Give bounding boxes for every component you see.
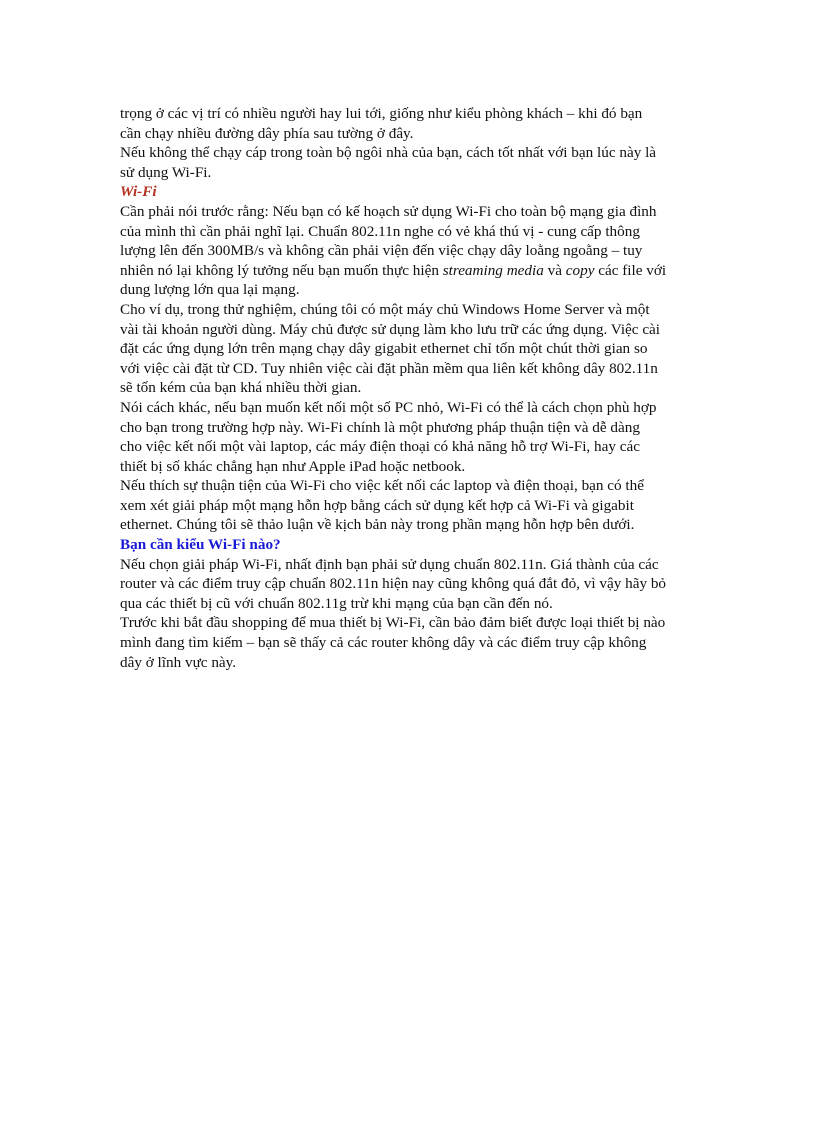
text-segment: nhiên nó lại không lý tưởng nếu bạn muốn thực hiện <box>120 261 443 279</box>
text-line: dung lượng lớn qua lại mạng. <box>120 281 300 299</box>
text-line: Cho ví dụ, trong thử nghiệm, chúng tôi có một máy chủ Windows Home Server và một <box>120 300 650 318</box>
intro-paragraph-1 <box>120 104 710 143</box>
text-line: lượng lên đến 300MB/s và không cần phải viện đến việc chạy dây loằng ngoằng – tuy <box>120 242 643 260</box>
text-segment: và <box>543 261 566 279</box>
text-line: Cần phải nói trước rằng: Nếu bạn có kế hoạch sử dụng Wi-Fi cho toàn bộ mạng gia đình <box>120 202 657 220</box>
text-line <box>120 261 710 281</box>
text-line: qua các thiết bị cũ với chuẩn 802.11g trừ khi mạng của bạn cần đến nó. <box>120 594 553 612</box>
text-segment: các file với <box>594 261 667 279</box>
section-heading-wifi: Wi-Fi <box>120 183 157 201</box>
text-line: Trước khi bắt đầu shopping để mua thiết bị Wi-Fi, cần bảo đảm biết được loại thiết bị nào <box>120 614 666 632</box>
text-line: cho bạn trong trường hợp này. Wi-Fi chính là một phương pháp thuận tiện và dễ dàng <box>120 418 640 436</box>
wifi-paragraph-1 <box>120 202 710 300</box>
text-line: Nếu chọn giải pháp Wi-Fi, nhất định bạn phải sử dụng chuẩn 802.11n. Giá thành của các <box>120 555 659 573</box>
section-heading-wifi-kind: Bạn cần kiểu Wi-Fi nào? <box>120 536 281 554</box>
text-line: sử dụng Wi-Fi. <box>120 163 212 181</box>
text-line: thiết bị số khác chẳng hạn như Apple iPad hoặc netbook. <box>120 457 466 475</box>
document-body <box>120 104 710 672</box>
emphasis-streaming-media: streaming media <box>442 261 544 279</box>
text-line: ethernet. Chúng tôi sẽ thảo luận về kịch bản này trong phần mạng hỗn hợp bên dưới. <box>120 516 635 534</box>
intro-paragraph-2 <box>120 143 710 182</box>
text-line: Nếu không thể chạy cáp trong toàn bộ ngôi nhà của bạn, cách tốt nhất với bạn lúc này là <box>120 144 657 162</box>
text-line: mình đang tìm kiếm – bạn sẽ thấy cả các router không dây và các điểm truy cập không <box>120 634 647 652</box>
text-line: đặt các ứng dụng lớn trên mạng chạy dây gigabit ethernet chỉ tốn một chút thời gian so <box>120 340 648 358</box>
text-line: với việc cài đặt từ CD. Tuy nhiên việc cài đặt phần mềm qua liên kết không dây 802.11n <box>120 359 658 377</box>
text-line: cho việc kết nối một vài laptop, các máy điện thoại có khả năng hỗ trợ Wi-Fi, hay các <box>120 438 640 456</box>
kind-paragraph-2 <box>120 613 710 672</box>
kind-paragraph-1 <box>120 555 710 614</box>
text-line: Nếu thích sự thuận tiện của Wi-Fi cho việc kết nối các laptop và điện thoại, bạn có thể <box>120 477 644 495</box>
text-line: vài tài khoản người dùng. Máy chủ được sử dụng làm kho lưu trữ các ứng dụng. Việc cài <box>120 320 661 338</box>
emphasis-copy: copy <box>565 261 595 279</box>
text-line: sẽ tốn kém của bạn khá nhiều thời gian. <box>120 379 362 397</box>
wifi-paragraph-2 <box>120 300 710 398</box>
wifi-paragraph-3 <box>120 398 710 476</box>
text-line: của mình thì cần phải nghĩ lại. Chuẩn 802.11n nghe có vẻ khá thú vị - cung cấp thông <box>120 222 640 240</box>
wifi-paragraph-4 <box>120 476 710 535</box>
text-line: cần chạy nhiều đường dây phía sau tường ở đây. <box>120 124 414 142</box>
text-line: router và các điểm truy cập chuẩn 802.11n hiện nay cũng không quá đắt đỏ, vì vậy hãy bỏ <box>120 575 667 593</box>
text-line: trọng ở các vị trí có nhiều người hay lui tới, giống như kiểu phòng khách – khi đó bạn <box>120 105 643 122</box>
text-line: Nói cách khác, nếu bạn muốn kết nối một số PC nhỏ, Wi-Fi có thể là cách chọn phù hợp <box>120 398 657 416</box>
text-line: xem xét giải pháp một mạng hỗn hợp bằng cách sử dụng kết hợp cả Wi-Fi và gigabit <box>120 496 634 514</box>
text-line: dây ở lĩnh vực này. <box>120 653 237 671</box>
